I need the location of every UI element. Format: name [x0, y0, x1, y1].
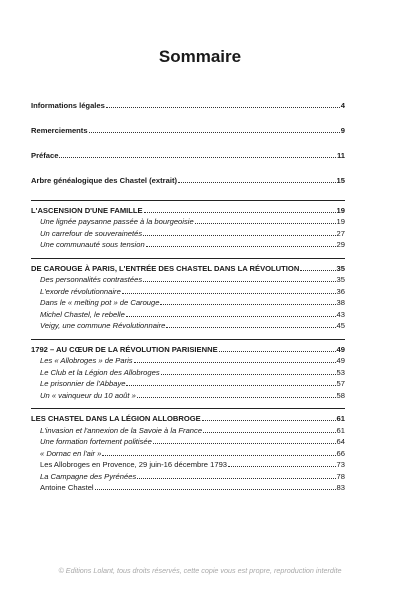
toc-entry-page: 35 [336, 275, 345, 285]
toc-entry-front[interactable] [31, 100, 345, 112]
toc-entry-page: 61 [336, 414, 345, 424]
toc-entry-label: Antoine Chastel [40, 483, 94, 493]
toc-subentry[interactable] [31, 448, 345, 460]
toc-subentry[interactable] [31, 320, 345, 332]
copyright-footer: © Editions Lolant, tous droits réservés, cette copie vous est propre, reproduction interdite [58, 566, 342, 575]
toc-subentry[interactable] [31, 367, 345, 379]
toc-entry-label: Le Club et la Légion des Allobroges [40, 367, 160, 377]
toc-entry-page: 36 [336, 286, 345, 296]
toc-entry-label: Veigy, une commune Révolutionnaire [40, 321, 166, 331]
toc-entry-label: Des personnalités contrastées [40, 275, 143, 285]
toc-entry-label: LES CHASTEL DANS LA LÉGION ALLOBROGE [31, 414, 201, 424]
toc-entry-label: DE CAROUGE À PARIS, L'ENTRÉE DES CHASTEL DANS LA RÉVOLUTION [31, 263, 300, 273]
toc-entry-label: L'invasion et l'annexion de la Savoie à la France [40, 425, 203, 435]
toc-entry-label: Arbre généalogique des Chastel (extrait) [31, 175, 178, 185]
toc-entry-label: Les « Allobroges » de Paris [40, 356, 133, 366]
toc-entry-page: 78 [336, 471, 345, 481]
toc-subentry[interactable] [31, 274, 345, 286]
toc-entry-page: 15 [336, 175, 345, 185]
toc-entry-label: 1792 – AU CŒUR DE LA RÉVOLUTION PARISIENNE [31, 344, 218, 354]
toc-entry-label: Remerciements [31, 125, 88, 135]
toc-entry-page: 35 [336, 263, 345, 273]
toc-entry-front[interactable] [31, 175, 345, 187]
toc-entry-label: La Campagne des Pyrénées [40, 471, 137, 481]
toc-entry-label: Une formation fortement politisée [40, 437, 152, 447]
toc-entry-page: 11 [336, 150, 345, 160]
toc-entry-label: Un « vainqueur du 10 août » [40, 390, 136, 400]
dot-leader [122, 286, 336, 294]
dot-leader [143, 274, 335, 282]
toc-subentry[interactable] [31, 378, 345, 390]
dot-leader [89, 125, 340, 133]
toc-entry-label: Les Allobroges en Provence, 29 juin-16 décembre 1793 [40, 460, 228, 470]
toc-entry-label: Michel Chastel, le rebelle [40, 309, 125, 319]
dot-leader [195, 216, 336, 224]
toc-part-heading[interactable] [31, 344, 345, 356]
toc-entry-page: 53 [336, 367, 345, 377]
dot-leader [102, 448, 335, 456]
table-of-contents [31, 100, 345, 494]
dot-leader [95, 482, 336, 490]
section-divider [31, 408, 345, 409]
toc-entry-page: 66 [336, 448, 345, 458]
toc-entry-label: Une lignée paysanne passée à la bourgeoisie [40, 217, 194, 227]
toc-entry-page: 45 [336, 321, 345, 331]
section-divider [31, 258, 345, 259]
toc-subentry[interactable] [31, 216, 345, 228]
toc-entry-page: 4 [340, 101, 345, 110]
toc-subentry[interactable] [31, 286, 345, 298]
toc-subentry[interactable] [31, 297, 345, 309]
section-divider [31, 339, 345, 340]
dot-leader [160, 297, 335, 305]
dot-leader [137, 471, 335, 479]
dot-leader [202, 413, 336, 421]
toc-subentry[interactable] [31, 355, 345, 367]
toc-entry-label: Une communauté sous tension [40, 240, 145, 250]
toc-part-heading[interactable] [31, 263, 345, 275]
dot-leader [153, 436, 336, 444]
dot-leader [300, 263, 335, 271]
toc-subentry[interactable] [31, 459, 345, 471]
dot-leader [146, 239, 336, 247]
toc-entry-page: 29 [336, 240, 345, 250]
toc-entry-label: « Dornac en l'air » [40, 448, 102, 458]
toc-subentry[interactable] [31, 390, 345, 402]
toc-subentry[interactable] [31, 482, 345, 494]
toc-entry-label: Le prisonnier de l'Abbaye [40, 379, 126, 389]
toc-entry-label: Dans le « melting pot » de Carouge [40, 298, 160, 308]
toc-entry-page: 83 [336, 483, 345, 493]
toc-entry-page: 27 [336, 228, 345, 238]
dot-leader [161, 367, 336, 375]
dot-leader [219, 344, 336, 352]
toc-entry-front[interactable] [31, 150, 345, 162]
toc-subentry[interactable] [31, 228, 345, 240]
toc-subentry[interactable] [31, 425, 345, 437]
dot-leader [59, 150, 336, 158]
toc-entry-page: 38 [336, 298, 345, 308]
toc-entry-page: 64 [336, 437, 345, 447]
dot-leader [203, 425, 335, 433]
dot-leader [134, 355, 336, 363]
toc-entry-page: 43 [336, 309, 345, 319]
toc-entry-label: Un carrefour de souverainetés [40, 228, 143, 238]
dot-leader [144, 205, 336, 213]
toc-entry-page: 73 [336, 460, 345, 470]
toc-part-heading[interactable] [31, 413, 345, 425]
dot-leader [126, 309, 336, 317]
toc-subentry[interactable] [31, 436, 345, 448]
toc-entry-page: 19 [336, 205, 345, 215]
toc-entry-label: L'exorde révolutionnaire [40, 286, 121, 296]
dot-leader [228, 459, 336, 467]
section-divider [31, 200, 345, 201]
toc-entry-label: Préface [31, 150, 59, 160]
toc-part-heading[interactable] [31, 205, 345, 217]
dot-leader [126, 378, 335, 386]
toc-entry-page: 57 [336, 379, 345, 389]
toc-entry-page: 19 [336, 217, 345, 227]
toc-entry-label: Informations légales [31, 101, 105, 110]
toc-subentry[interactable] [31, 239, 345, 251]
toc-entry-page: 58 [336, 390, 345, 400]
toc-entry-label: L'ASCENSION D'UNE FAMILLE [31, 205, 143, 215]
dot-leader [137, 390, 336, 398]
dot-leader [106, 100, 340, 108]
toc-entry-page: 49 [336, 344, 345, 354]
toc-subentry[interactable] [31, 471, 345, 483]
dot-leader [166, 320, 335, 328]
dot-leader [143, 228, 335, 236]
dot-leader [178, 175, 336, 183]
toc-entry-page: 9 [340, 125, 345, 135]
toc-entry-page: 49 [336, 356, 345, 366]
toc-entry-page: 61 [336, 425, 345, 435]
toc-entry-front[interactable] [31, 125, 345, 137]
page-title: Sommaire [158, 47, 242, 66]
toc-subentry[interactable] [31, 309, 345, 321]
